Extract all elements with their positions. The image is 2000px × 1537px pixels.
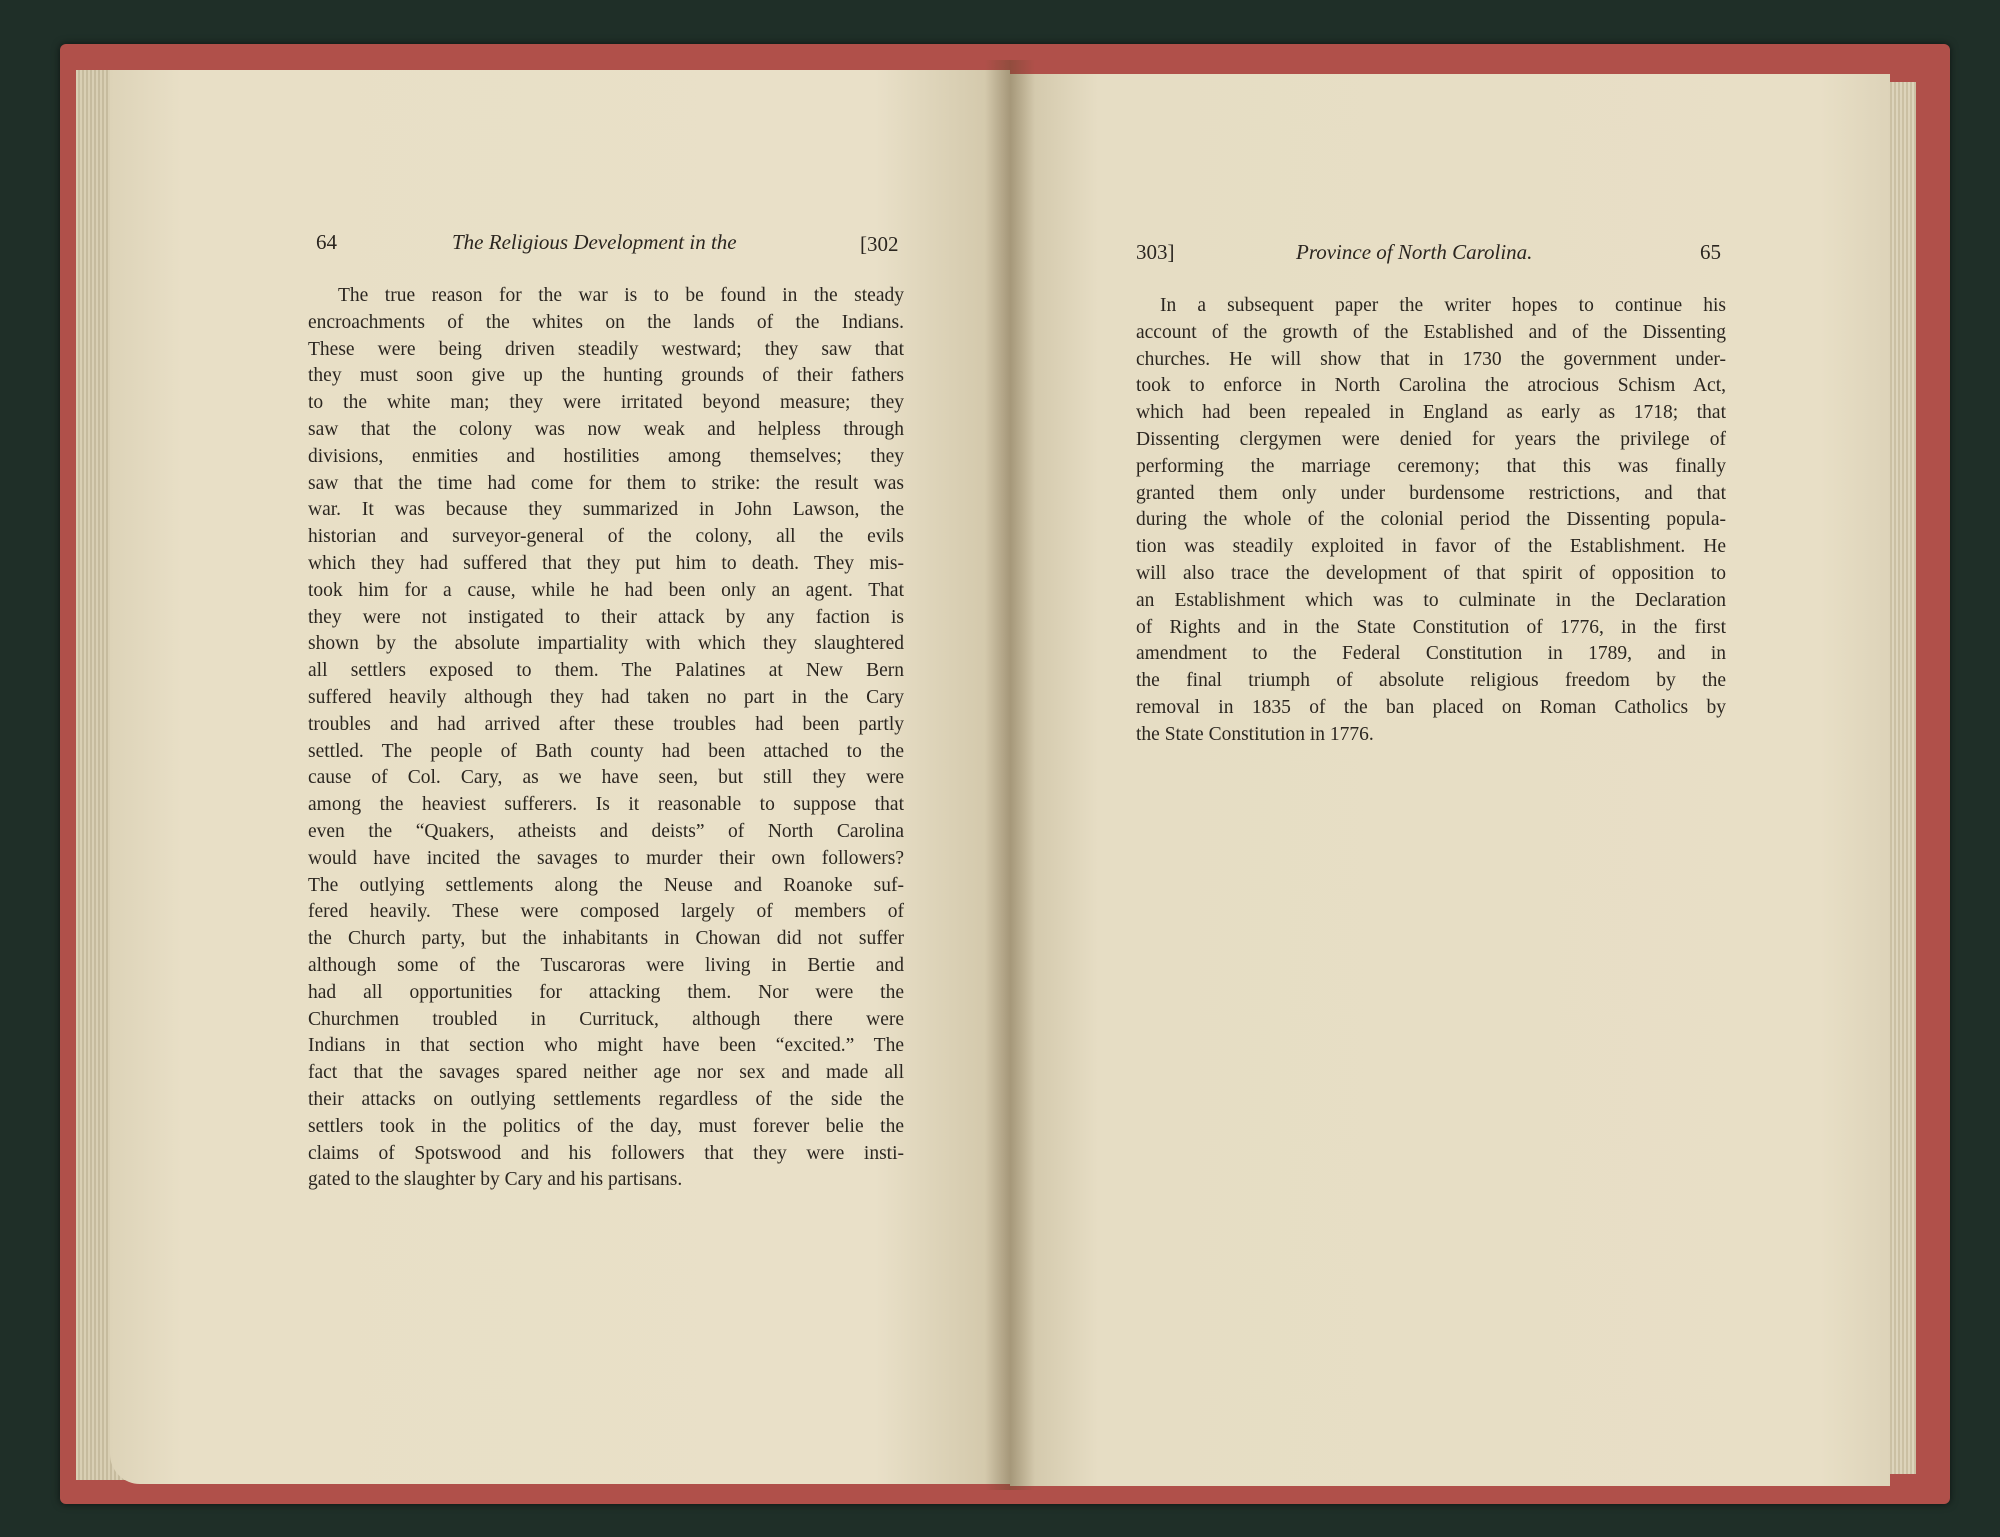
text-line: troubles and had arrived after these troubles had been partly — [308, 713, 904, 735]
text-line: saw that the time had come for them to strike: the result was — [308, 472, 904, 494]
book-gutter — [985, 60, 1035, 1490]
text-line: historian and surveyor-general of the colony, all the evils — [308, 526, 904, 548]
text-line: claims of Spotswood and his followers that they were insti- — [308, 1142, 904, 1164]
text-line: fact that the savages spared neither age nor sex and made all — [308, 1062, 904, 1084]
right-body-text — [1136, 293, 1726, 749]
text-line: removal in 1835 of the ban placed on Roman Catholics by — [1136, 696, 1726, 718]
text-line: account of the growth of the Established and of the Dissenting — [1136, 321, 1726, 343]
text-line: shown by the absolute impartiality with which they slaughtered — [308, 633, 904, 655]
text-line: of Rights and in the State Constitution of 1776, in the first — [1136, 616, 1726, 638]
text-line: fered heavily. These were composed largely of members of — [308, 901, 904, 923]
text-line: gated to the slaughter by Cary and his partisans. — [308, 1169, 683, 1191]
text-line: suffered heavily although they had taken no part in the Cary — [308, 686, 904, 708]
text-line: even the “Quakers, atheists and deists” of North Carolina — [308, 820, 904, 842]
text-line: churches. He will show that in 1730 the government under- — [1136, 348, 1726, 370]
text-line: will also trace the development of that spirit of opposition to — [1136, 562, 1726, 584]
text-line: The true reason for the war is to be found in the steady — [338, 285, 904, 306]
text-line: had all opportunities for attacking them. Nor were the — [308, 981, 904, 1003]
text-line: cause of Col. Cary, as we have seen, but still they were — [308, 767, 904, 789]
text-line: tion was steadily exploited in favor of the Establishment. He — [1136, 536, 1726, 558]
text-line: saw that the colony was now weak and helpless through — [308, 418, 904, 440]
text-line: would have incited the savages to murder their own followers? — [308, 847, 904, 869]
text-line: In a subsequent paper the writer hopes to continue his — [1160, 295, 1726, 316]
text-line: war. It was because they summarized in John Lawson, the — [308, 499, 904, 521]
text-line: Churchmen troubled in Currituck, although there were — [308, 1008, 904, 1030]
text-line: granted them only under burdensome restrictions, and that — [1136, 482, 1726, 504]
text-line: they must soon give up the hunting grounds of their fathers — [308, 365, 904, 387]
text-line: they were not instigated to their attack by any faction is — [308, 606, 904, 628]
text-line: took him for a cause, while he had been only an agent. That — [308, 579, 904, 601]
left-body-text — [308, 283, 904, 1194]
text-line: encroachments of the whites on the lands of the Indians. — [308, 311, 904, 333]
text-line: the final triumph of absolute religious freedom by the — [1136, 670, 1726, 692]
text-line: which had been repealed in England as early as 1718; that — [1136, 402, 1726, 424]
right-page — [1010, 74, 1890, 1486]
left-bracket-number: [302 — [860, 232, 899, 256]
right-running-title: Province of North Carolina. — [1296, 240, 1533, 264]
text-line: took to enforce in North Carolina the atrocious Schism Act, — [1136, 375, 1726, 397]
text-line: the State Constitution in 1776. — [1136, 723, 1374, 745]
text-line: Indians in that section who might have been “excited.” The — [308, 1035, 904, 1057]
left-running-title: The Religious Development in the — [452, 230, 737, 254]
text-line: settled. The people of Bath county had been attached to the — [308, 740, 904, 762]
text-line: settlers took in the politics of the day, must forever belie the — [308, 1115, 904, 1137]
text-line: amendment to the Federal Constitution in 1789, and in — [1136, 643, 1726, 665]
text-line: their attacks on outlying settlements regardless of the side the — [308, 1088, 904, 1110]
text-line: an Establishment which was to culminate in the Declaration — [1136, 589, 1726, 611]
left-page-number: 64 — [316, 230, 337, 254]
text-line: although some of the Tuscaroras were living in Bertie and — [308, 954, 904, 976]
text-line: to the white man; they were irritated beyond measure; they — [308, 392, 904, 414]
text-line: The outlying settlements along the Neuse and Roanoke suf- — [308, 874, 904, 896]
text-line: during the whole of the colonial period the Dissenting popula- — [1136, 509, 1726, 531]
text-line: divisions, enmities and hostilities among themselves; they — [308, 445, 904, 467]
text-line: These were being driven steadily westward; they saw that — [308, 338, 904, 360]
text-line: all settlers exposed to them. The Palatines at New Bern — [308, 660, 904, 682]
text-line: Dissenting clergymen were denied for years the privilege of — [1136, 428, 1726, 450]
right-page-number: 65 — [1700, 240, 1721, 264]
text-line: performing the marriage ceremony; that this was finally — [1136, 455, 1726, 477]
text-line: among the heaviest sufferers. Is it reasonable to suppose that — [308, 794, 904, 816]
text-line: the Church party, but the inhabitants in Chowan did not suffer — [308, 928, 904, 950]
right-bracket-number: 303] — [1136, 240, 1175, 264]
text-line: which they had suffered that they put him to death. They mis- — [308, 552, 904, 574]
